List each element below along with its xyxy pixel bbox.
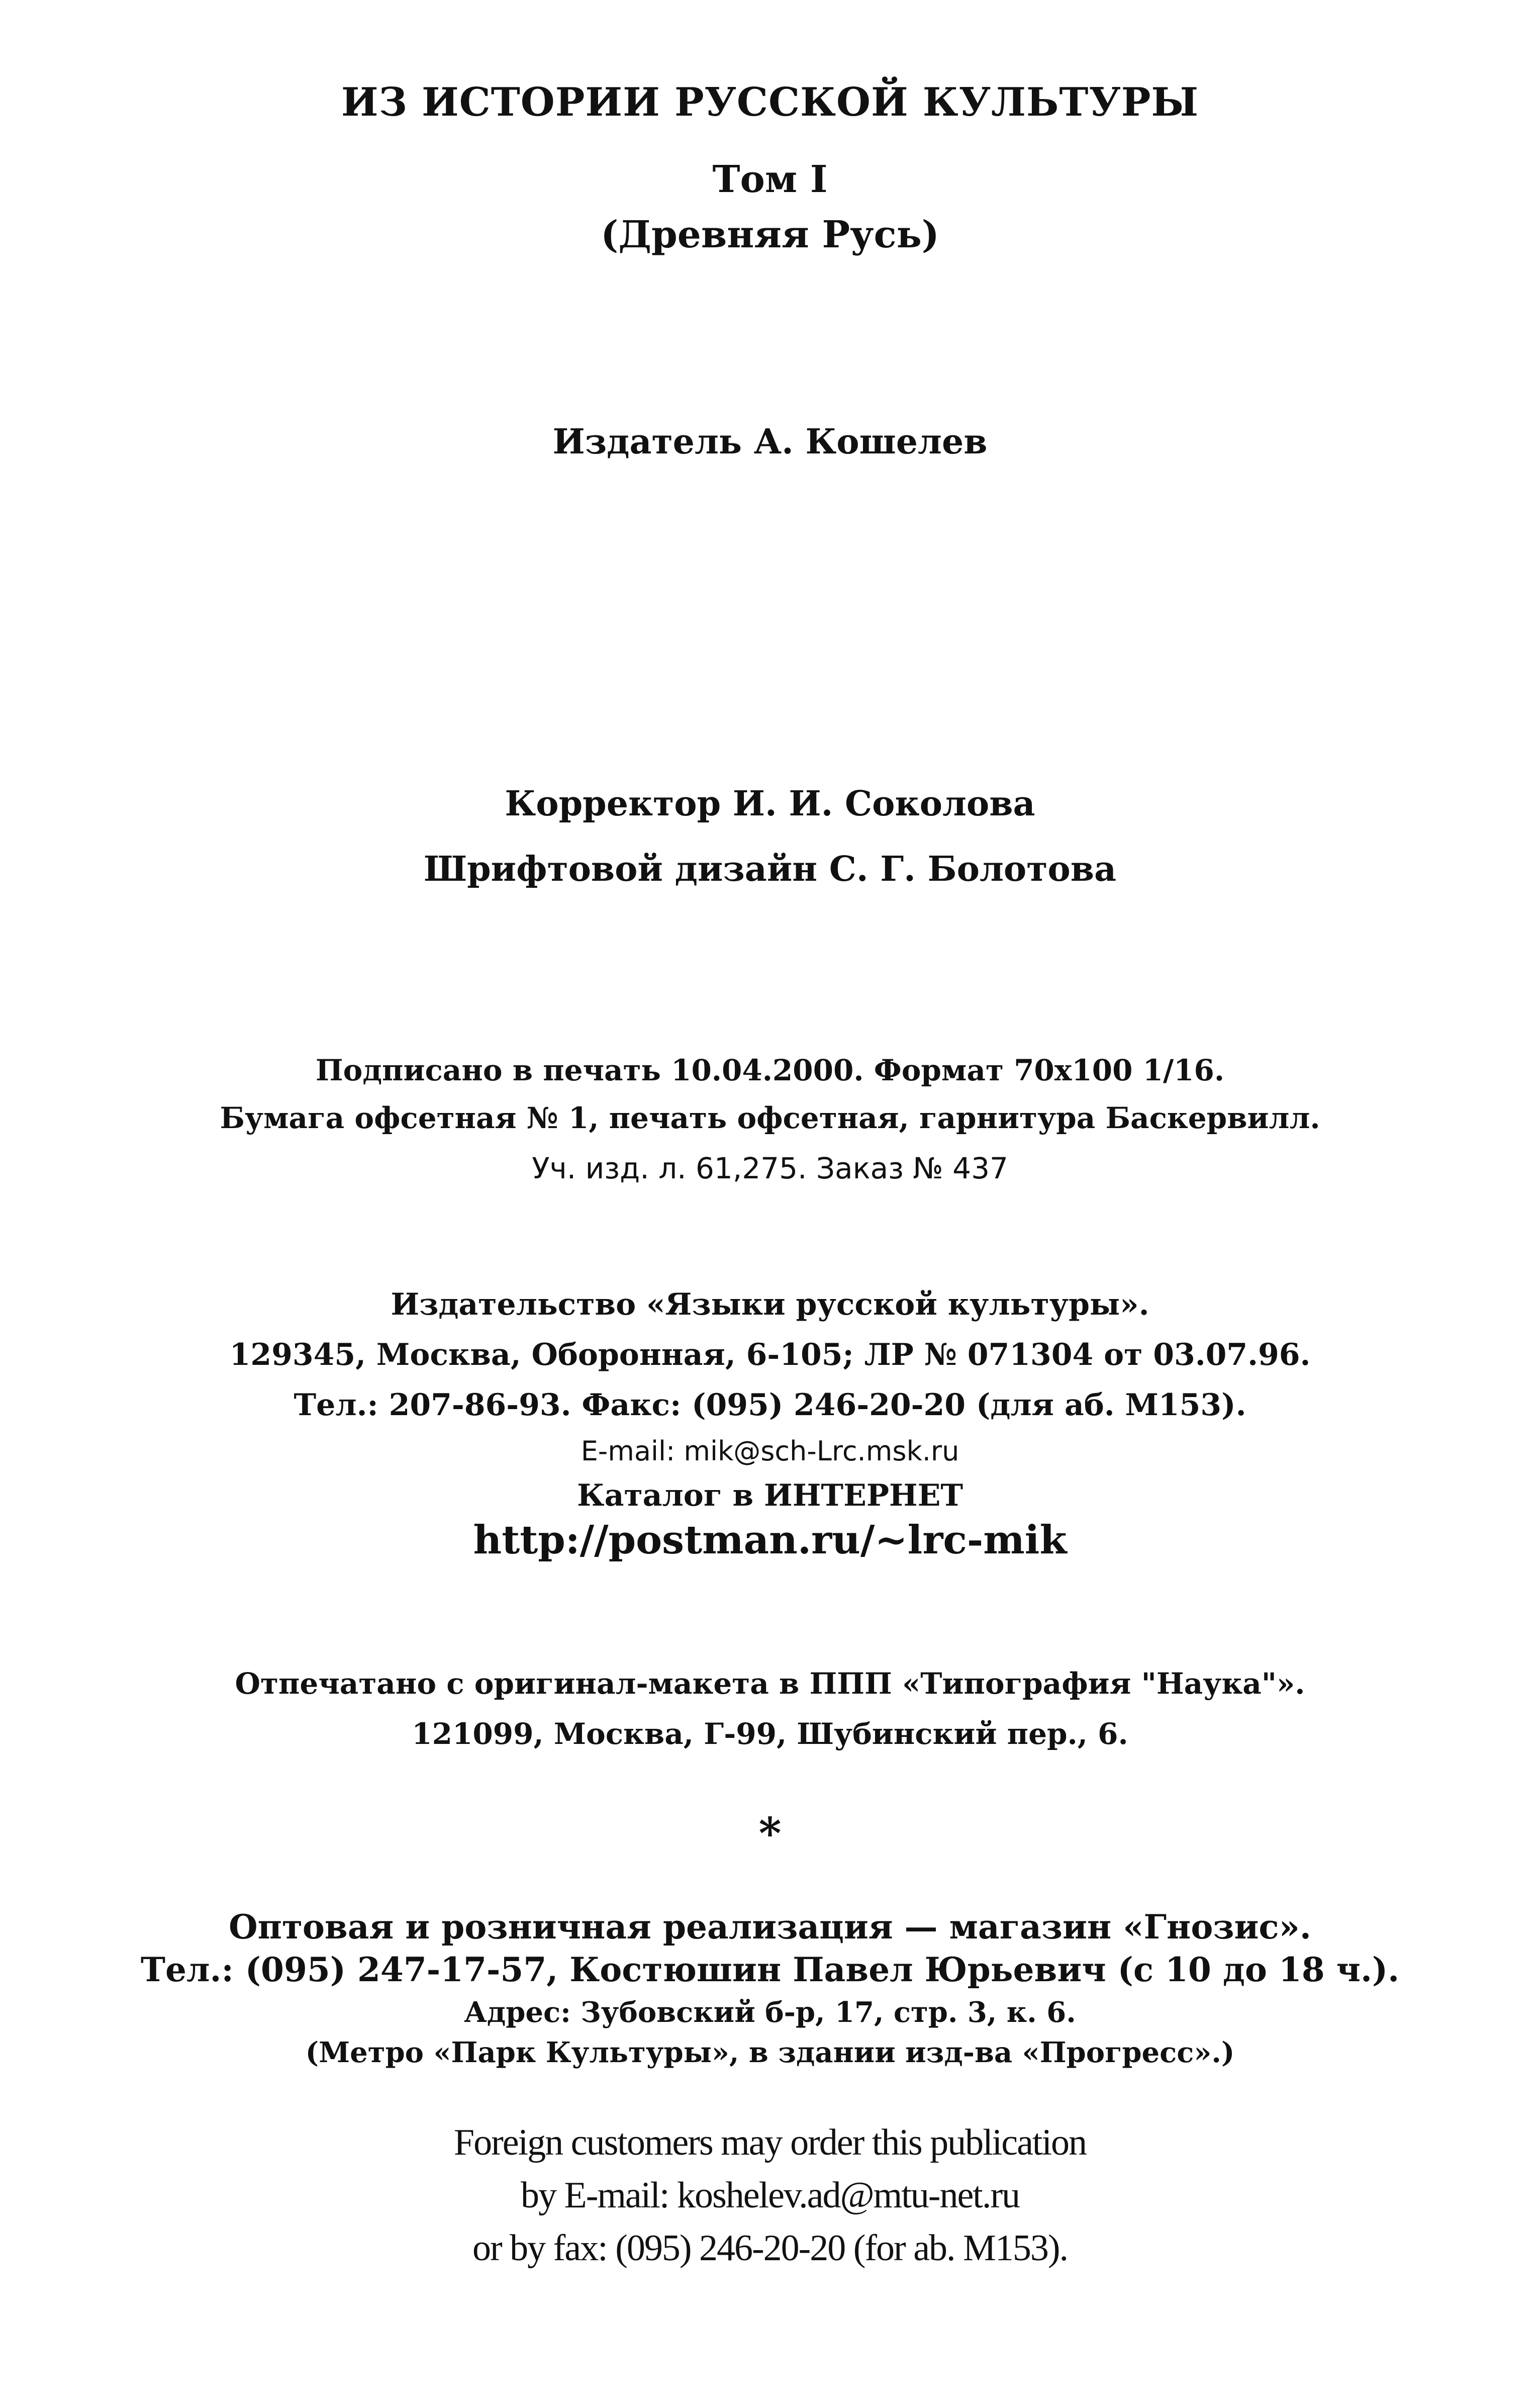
volume-subtitle: (Древняя Русь)	[601, 213, 939, 256]
retail-line-1: Оптовая и розничная реализация — магазин «Гнозис».	[229, 1907, 1311, 1947]
foreign-fax: or by fax: (095) 246-20-20 (for ab. M153).	[472, 2228, 1068, 2269]
section-separator: *	[758, 1808, 782, 1859]
catalog-label: Каталог в ИНТЕРНЕТ	[576, 1478, 964, 1513]
font-design-credit: Шрифтовой дизайн С. Г. Болотова	[423, 849, 1117, 889]
printer-line-2: 121099, Москва, Г-99, Шубинский пер., 6.	[412, 1717, 1128, 1751]
foreign-line-1: Foreign customers may order this publication	[453, 2122, 1087, 2163]
publisher-line: Издатель А. Кошелев	[552, 422, 988, 462]
retail-address: Адрес: Зубовский б-р, 17, стр. 3, к. 6.	[464, 1996, 1076, 2029]
retail-line-2: Тел.: (095) 247-17-57, Костюшин Павел Юрьевич (с 10 до 18 ч.).	[140, 1950, 1400, 1989]
imprint-line-3: Уч. изд. л. 61,275. Заказ № 437	[532, 1151, 1008, 1185]
publishing-house-address: 129345, Москва, Оборонная, 6-105; ЛР № 071304 от 03.07.96.	[229, 1337, 1311, 1372]
volume-number: Том I	[712, 158, 828, 201]
catalog-url: http://postman.ru/~lrc-mik	[473, 1517, 1067, 1563]
publishing-house-email: E-mail: mik@sch-Lrc.msk.ru	[581, 1435, 959, 1467]
series-title: ИЗ ИСТОРИИ РУССКОЙ КУЛЬТУРЫ	[341, 79, 1199, 125]
publishing-house-name: Издательство «Языки русской культуры».	[391, 1287, 1149, 1322]
foreign-email: by E-mail: koshelev.ad@mtu-net.ru	[521, 2175, 1019, 2216]
imprint-line-2: Бумага офсетная № 1, печать офсетная, гарнитура Баскервилл.	[220, 1101, 1320, 1135]
proofreader-credit: Корректор И. И. Соколова	[505, 784, 1035, 824]
retail-metro: (Метро «Парк Культуры», в здании изд-ва «Прогресс».)	[305, 2036, 1235, 2069]
printer-line-1: Отпечатано с оригинал-макета в ППП «Типография "Наука"».	[235, 1667, 1305, 1701]
publishing-house-phone: Тел.: 207-86-93. Факс: (095) 246-20-20 (для аб. М153).	[294, 1387, 1246, 1423]
imprint-line-1: Подписано в печать 10.04.2000. Формат 70x100 1/16.	[315, 1053, 1225, 1087]
